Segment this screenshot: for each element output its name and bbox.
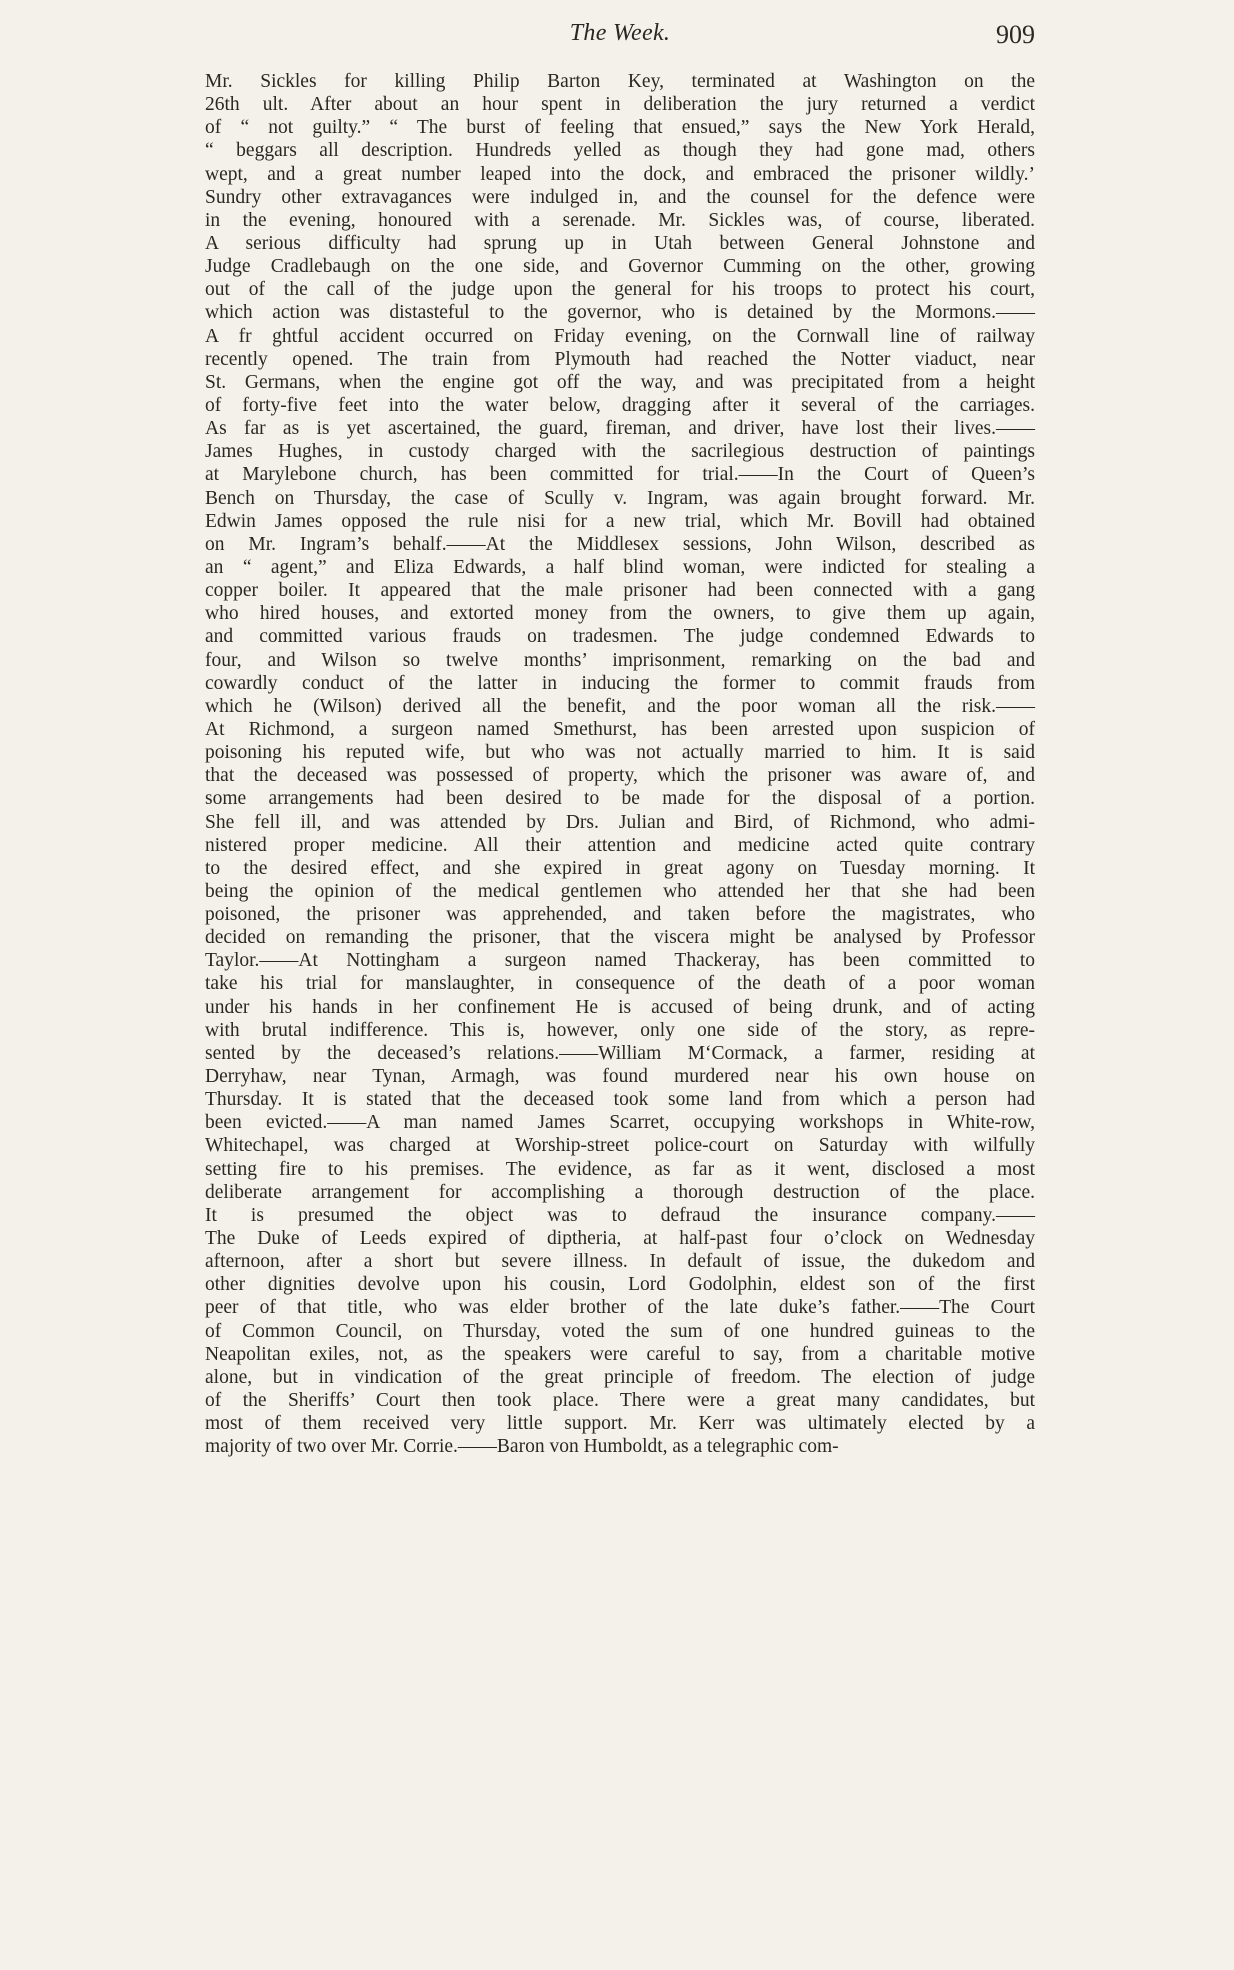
text-line: to the desired effect, and she expired in great agony on Tuesday morning. It xyxy=(205,857,1035,879)
text-line: At Richmond, a surgeon named Smethurst, has been arrested upon suspicion of xyxy=(205,718,1035,740)
text-line: which action was distasteful to the governor, who is detained by the Mormons.—— xyxy=(205,302,1035,324)
text-line: of forty-five feet into the water below, dragging after it several of the carriages. xyxy=(205,394,1035,416)
text-line: deliberate arrangement for accomplishing a thorough destruction of the place. xyxy=(205,1181,1035,1203)
text-line: wept, and a great number leaped into the dock, and embraced the prisoner wildly.’ xyxy=(205,163,1035,185)
page-header xyxy=(205,20,1035,60)
text-line: Sundry other extravagances were indulged in, and the counsel for the defence were xyxy=(205,186,1035,208)
text-line: most of them received very little support. Mr. Kerr was ultimately elected by a xyxy=(205,1413,1035,1435)
text-line: Mr. Sickles for killing Philip Barton Key, terminated at Washington on the xyxy=(205,71,1035,92)
text-line: poisoning his reputed wife, but who was not actually married to him. It is said xyxy=(205,742,1035,764)
text-line: recently opened. The train from Plymouth had reached the Notter viaduct, near xyxy=(205,348,1035,370)
text-line: 26th ult. After about an hour spent in deliberation the jury returned a verdict xyxy=(205,94,1035,116)
text-line: of “ not guilty.” “ The burst of feeling that ensued,” says the New York Herald, xyxy=(205,117,1035,139)
text-line: other dignities devolve upon his cousin, Lord Godolphin, eldest son of the first xyxy=(205,1274,1035,1296)
text-line: being the opinion of the medical gentlemen who attended her that she had been xyxy=(205,880,1035,902)
text-line: peer of that title, who was elder brother of the late duke’s father.——The Court xyxy=(205,1297,1035,1319)
text-line: under his hands in her confinement He is accused of being drunk, and of acting xyxy=(205,996,1035,1018)
text-line: Bench on Thursday, the case of Scully v. Ingram, was again brought forward. Mr. xyxy=(205,487,1035,509)
text-line: and committed various frauds on tradesmen. The judge condemned Edwards to xyxy=(205,626,1035,648)
text-line: “ beggars all description. Hundreds yelled as though they had gone mad, others xyxy=(205,140,1035,162)
text-line: afternoon, after a short but severe illness. In default of issue, the dukedom and xyxy=(205,1251,1035,1273)
text-line: with brutal indifference. This is, however, only one side of the story, as repre- xyxy=(205,1019,1035,1041)
text-line: Edwin James opposed the rule nisi for a new trial, which Mr. Bovill had obtained xyxy=(205,510,1035,532)
text-line: A fr ghtful accident occurred on Friday evening, on the Cornwall line of railway xyxy=(205,325,1035,347)
text-line: take his trial for manslaughter, in consequence of the death of a poor woman xyxy=(205,973,1035,995)
text-line: copper boiler. It appeared that the male prisoner had been connected with a gang xyxy=(205,580,1035,602)
text-line: Whitechapel, was charged at Worship-street police-court on Saturday with wilfully xyxy=(205,1135,1035,1157)
text-line: four, and Wilson so twelve months’ imprisonment, remarking on the bad and xyxy=(205,649,1035,671)
text-line: which he (Wilson) derived all the benefit, and the poor woman all the risk.—— xyxy=(205,695,1035,717)
text-line: an “ agent,” and Eliza Edwards, a half blind woman, were indicted for stealing a xyxy=(205,556,1035,578)
text-line: It is presumed the object was to defraud the insurance company.—— xyxy=(205,1204,1035,1226)
text-line: poisoned, the prisoner was apprehended, and taken before the magistrates, who xyxy=(205,904,1035,926)
text-line: of the Sheriffs’ Court then took place. There were a great many candidates, but xyxy=(205,1390,1035,1412)
text-line: sented by the deceased’s relations.——William M‘Cormack, a farmer, residing at xyxy=(205,1042,1035,1064)
text-line: who hired houses, and extorted money from the owners, to give them up again, xyxy=(205,603,1035,625)
text-line: out of the call of the judge upon the general for his troops to protect his court, xyxy=(205,279,1035,301)
text-line: Derryhaw, near Tynan, Armagh, was found murdered near his own house on xyxy=(205,1066,1035,1088)
text-line: at Marylebone church, has been committed for trial.——In the Court of Queen’s xyxy=(205,464,1035,486)
text-line: James Hughes, in custody charged with the sacrilegious destruction of paintings xyxy=(205,441,1035,463)
text-line: Thursday. It is stated that the deceased took some land from which a person had xyxy=(205,1089,1035,1111)
running-title: The Week. xyxy=(569,20,671,46)
text-line: cowardly conduct of the latter in inducing the former to commit frauds from xyxy=(205,672,1035,694)
page-number: 909 xyxy=(996,20,1035,49)
text-line: been evicted.——A man named James Scarret, occupying workshops in White-row, xyxy=(205,1112,1035,1134)
text-line: setting fire to his premises. The evidence, as far as it went, disclosed a most xyxy=(205,1158,1035,1180)
text-line: Neapolitan exiles, not, as the speakers were careful to say, from a charitable motive xyxy=(205,1343,1035,1365)
text-line: She fell ill, and was attended by Drs. Julian and Bird, of Richmond, who admi- xyxy=(205,811,1035,833)
text-line: of Common Council, on Thursday, voted the sum of one hundred guineas to the xyxy=(205,1320,1035,1342)
text-line: The Duke of Leeds expired of diptheria, at half-past four o’clock on Wednesday xyxy=(205,1228,1035,1250)
text-line: decided on remanding the prisoner, that the viscera might be analysed by Professor xyxy=(205,927,1035,949)
text-line: on Mr. Ingram’s behalf.——At the Middlesex sessions, John Wilson, described as xyxy=(205,533,1035,555)
text-line: As far as is yet ascertained, the guard, fireman, and driver, have lost their lives.—— xyxy=(205,418,1035,440)
text-line: St. Germans, when the engine got off the way, and was precipitated from a height xyxy=(205,371,1035,393)
text-line: A serious difficulty had sprung up in Utah between General Johnstone and xyxy=(205,232,1035,254)
text-line: that the deceased was possessed of property, which the prisoner was aware of, and xyxy=(205,765,1035,787)
article-body xyxy=(205,70,1035,1458)
text-line: majority of two over Mr. Corrie.——Baron von Humboldt, as a telegraphic com- xyxy=(205,1436,839,1458)
text-line: nistered proper medicine. All their attention and medicine acted quite contrary xyxy=(205,834,1035,856)
text-line: Taylor.——At Nottingham a surgeon named Thackeray, has been committed to xyxy=(205,950,1035,972)
text-line: Judge Cradlebaugh on the one side, and Governor Cumming on the other, growing xyxy=(205,256,1035,278)
text-line: in the evening, honoured with a serenade. Mr. Sickles was, of course, liberated. xyxy=(205,209,1035,231)
text-line: alone, but in vindication of the great principle of freedom. The election of judge xyxy=(205,1366,1035,1388)
text-line: some arrangements had been desired to be made for the disposal of a portion. xyxy=(205,788,1035,810)
